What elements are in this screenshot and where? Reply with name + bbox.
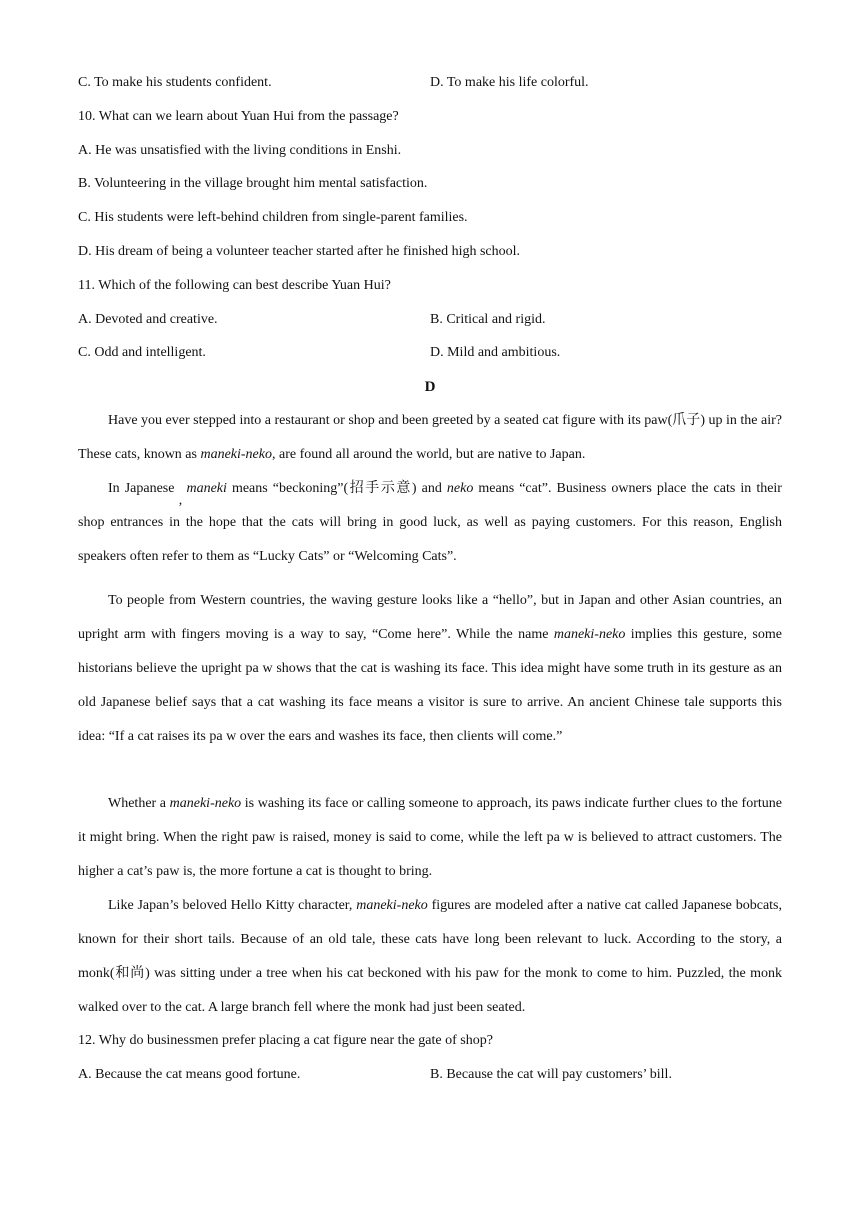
passage-paragraph-3: To people from Western countries, the waving gesture looks like a “hello”, but in Japan and other Asian countries, an upright arm with fingers moving is a way to say, “Come here”. While the name maneki-neko implies this gesture, some historians believe the upright pa w shows that the cat is washing its face. This idea might have some truth in its gesture as an old Japanese belief says that a cat washing its face means a visitor is sure to arrive. An ancient Chinese tale supports this idea: “If a cat raises its pa w over the ears and washes its face, then clients will come.” (78, 593, 782, 744)
q10-option-b: B. Volunteering in the village brought him mental satisfaction. (78, 176, 428, 191)
q10-option-a: A. He was unsatisfied with the living conditions in Enshi. (78, 143, 402, 158)
passage-paragraph-2: In Japanese,maneki means “beckoning”(招手示意) and neko means “cat”. Business owners place the cats in their shop entrances in the hope that the cats will bring in good luck, as well as paying customers. For this reason, English speakers often refer to them as “Lucky Cats” or “Welcoming Cats”. (78, 481, 782, 564)
q11-option-a: A. Devoted and creative. (78, 312, 218, 327)
section-title: D (424, 379, 436, 395)
passage-paragraph-5: Like Japan’s beloved Hello Kitty character, maneki-neko figures are modeled after a native cat called Japanese bobcats, known for their short tails. Because of an old tale, these cats have long been relevant to luck. According to the story, a monk(和尚) was sitting under a tree when his cat beckoned with his paw for the monk to come to him. Puzzled, the monk walked over to the cat. A large branch fell where the monk had just been seated. (78, 898, 782, 1015)
q10-question: 10. What can we learn about Yuan Hui from the passage? (78, 109, 399, 124)
q12-option-b: B. Because the cat will pay customers’ bill. (430, 1067, 672, 1082)
q10-option-c: C. His students were left-behind children from single-parent families. (78, 210, 468, 225)
term-maneki-neko: maneki-neko (200, 447, 272, 462)
term-neko: neko (446, 481, 474, 496)
q10-option-d: D. His dream of being a volunteer teacher started after he finished high school. (78, 244, 521, 259)
q9-option-d: D. To make his life colorful. (430, 75, 589, 90)
passage-paragraph-1: Have you ever stepped into a restaurant or shop and been greeted by a seated cat figure with its paw(爪子) up in the air? These cats, known as maneki-neko, are found all around the world, but are native to Japan. (78, 413, 782, 462)
q11-question: 11. Which of the following can best describe Yuan Hui? (78, 278, 391, 293)
passage-paragraph-4: Whether a maneki-neko is washing its face or calling someone to approach, its paws indicate further clues to the fortune it might bring. When the right paw is raised, money is said to come, while the left pa w is believed to attract customers. The higher a cat’s paw is, the more fortune a cat is thought to bring. (78, 796, 782, 879)
term-maneki-neko: maneki-neko (169, 796, 242, 811)
q11-option-c: C. Odd and intelligent. (78, 345, 206, 360)
q9-option-c: C. To make his students confident. (78, 75, 272, 90)
q12-question: 12. Why do businessmen prefer placing a cat figure near the gate of shop? (78, 1033, 493, 1048)
term-maneki-neko: maneki-neko (553, 627, 626, 642)
q12-option-a: A. Because the cat means good fortune. (78, 1067, 301, 1082)
q11-option-d: D. Mild and ambitious. (430, 345, 561, 360)
term-maneki: maneki (186, 481, 227, 496)
q11-option-b: B. Critical and rigid. (430, 312, 546, 327)
term-maneki-neko: maneki-neko (356, 898, 428, 913)
